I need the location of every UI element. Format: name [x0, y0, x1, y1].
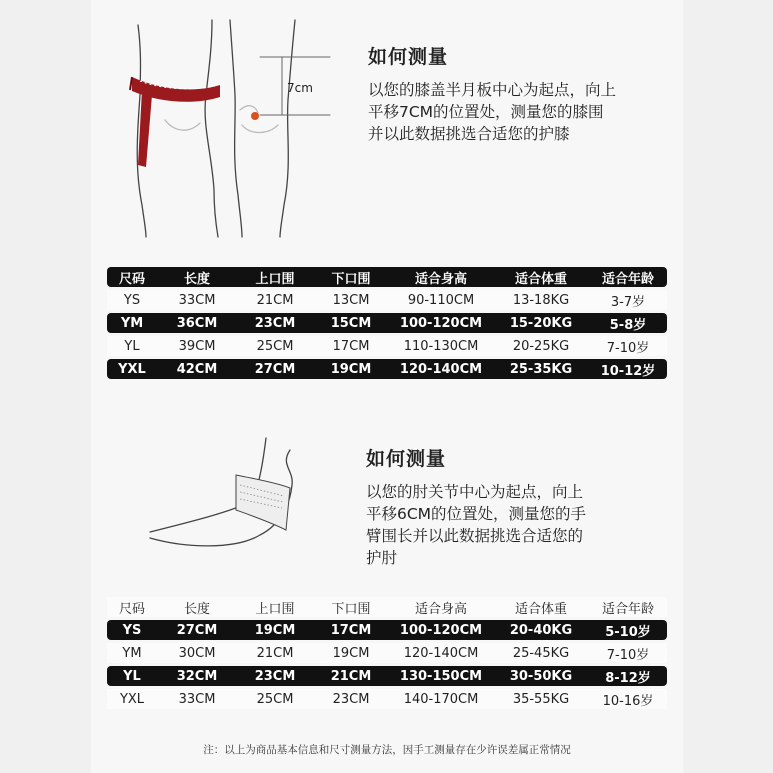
table-cell: 17CM	[313, 336, 389, 356]
table-cell: 5-8岁	[589, 313, 667, 333]
column-header: 长度	[157, 597, 237, 617]
elbow-howto	[366, 444, 666, 569]
table-cell: 10-16岁	[589, 689, 667, 709]
table-cell: 140-170CM	[389, 689, 493, 709]
elbow-table-header	[107, 597, 667, 617]
column-header: 长度	[157, 267, 237, 287]
table-cell: YS	[107, 620, 157, 640]
elbow-measure-illustration	[140, 430, 340, 580]
column-header: 适合体重	[493, 597, 589, 617]
table-cell: 23CM	[237, 313, 313, 333]
table-row	[107, 290, 667, 310]
table-cell: 21CM	[237, 643, 313, 663]
table-cell: YXL	[107, 689, 157, 709]
table-cell: 25CM	[237, 336, 313, 356]
table-cell: 25-35KG	[493, 359, 589, 379]
table-cell: 20-25KG	[493, 336, 589, 356]
column-header: 适合年龄	[589, 267, 667, 287]
table-row	[107, 313, 667, 333]
table-cell: 21CM	[237, 290, 313, 310]
table-cell: 27CM	[157, 620, 237, 640]
table-row	[107, 359, 667, 379]
table-cell: 27CM	[237, 359, 313, 379]
table-cell: 35-55KG	[493, 689, 589, 709]
table-cell: 25-45KG	[493, 643, 589, 663]
table-cell: 100-120CM	[389, 313, 493, 333]
table-row	[107, 689, 667, 709]
knee-howto-heading: 如何测量	[368, 46, 449, 68]
table-cell: 30CM	[157, 643, 237, 663]
table-cell: 13CM	[313, 290, 389, 310]
measuring-tape-icon	[236, 475, 290, 530]
table-cell: YS	[107, 290, 157, 310]
table-cell: 36CM	[157, 313, 237, 333]
knee-table-header	[107, 267, 667, 287]
measure-label: 7cm	[287, 81, 313, 95]
table-cell: 25CM	[237, 689, 313, 709]
table-row	[107, 666, 667, 686]
table-cell: 10-12岁	[589, 359, 667, 379]
table-cell: 120-140CM	[389, 359, 493, 379]
table-cell: 13-18KG	[493, 290, 589, 310]
knee-howto-text: 以您的膝盖半月板中心为起点，向上 平移7CM的位置处，测量您的膝围 并以此数据挑选合适您的护膝	[368, 81, 617, 143]
table-cell: 23CM	[313, 689, 389, 709]
elbow-howto-text: 以您的肘关节中心为起点，向上 平移6CM的位置处，测量您的手 臂围长并以此数据挑选合适您的 护肘	[366, 483, 587, 567]
table-cell: 7-10岁	[589, 336, 667, 356]
knee-point-icon	[251, 112, 259, 120]
table-cell: 33CM	[157, 290, 237, 310]
table-cell: YM	[107, 643, 157, 663]
table-cell: 15-20KG	[493, 313, 589, 333]
table-cell: 100-120CM	[389, 620, 493, 640]
column-header: 适合身高	[389, 597, 493, 617]
table-cell: YM	[107, 313, 157, 333]
table-cell: 19CM	[313, 643, 389, 663]
knee-size-table	[107, 264, 667, 382]
table-cell: 15CM	[313, 313, 389, 333]
table-cell: 42CM	[157, 359, 237, 379]
table-row	[107, 620, 667, 640]
table-cell: 30-50KG	[493, 666, 589, 686]
table-cell: 20-40KG	[493, 620, 589, 640]
column-header: 下口围	[313, 267, 389, 287]
footnote: 注：以上为商品基本信息和尺寸测量方法，因手工测量存在少许误差属正常情况	[203, 744, 571, 756]
table-cell: 21CM	[313, 666, 389, 686]
table-cell: 130-150CM	[389, 666, 493, 686]
column-header: 适合体重	[493, 267, 589, 287]
table-cell: 120-140CM	[389, 643, 493, 663]
table-cell: 7-10岁	[589, 643, 667, 663]
table-cell: 5-10岁	[589, 620, 667, 640]
column-header: 适合身高	[389, 267, 493, 287]
knee-measure-illustration	[120, 15, 350, 240]
knee-howto	[368, 42, 668, 145]
table-cell: YL	[107, 336, 157, 356]
table-cell: 33CM	[157, 689, 237, 709]
table-cell: 19CM	[237, 620, 313, 640]
table-row	[107, 336, 667, 356]
table-cell: 8-12岁	[589, 666, 667, 686]
table-cell: 32CM	[157, 666, 237, 686]
table-cell: 23CM	[237, 666, 313, 686]
column-header: 适合年龄	[589, 597, 667, 617]
table-cell: YL	[107, 666, 157, 686]
elbow-size-table	[107, 594, 667, 712]
table-cell: YXL	[107, 359, 157, 379]
column-header: 尺码	[107, 267, 157, 287]
elbow-howto-heading: 如何测量	[366, 448, 447, 470]
table-cell: 19CM	[313, 359, 389, 379]
column-header: 上口围	[237, 267, 313, 287]
column-header: 尺码	[107, 597, 157, 617]
table-cell: 110-130CM	[389, 336, 493, 356]
column-header: 上口围	[237, 597, 313, 617]
table-cell: 17CM	[313, 620, 389, 640]
table-cell: 90-110CM	[389, 290, 493, 310]
table-cell: 39CM	[157, 336, 237, 356]
column-header: 下口围	[313, 597, 389, 617]
table-row	[107, 643, 667, 663]
table-cell: 3-7岁	[589, 290, 667, 310]
measuring-tape-icon	[130, 77, 220, 167]
